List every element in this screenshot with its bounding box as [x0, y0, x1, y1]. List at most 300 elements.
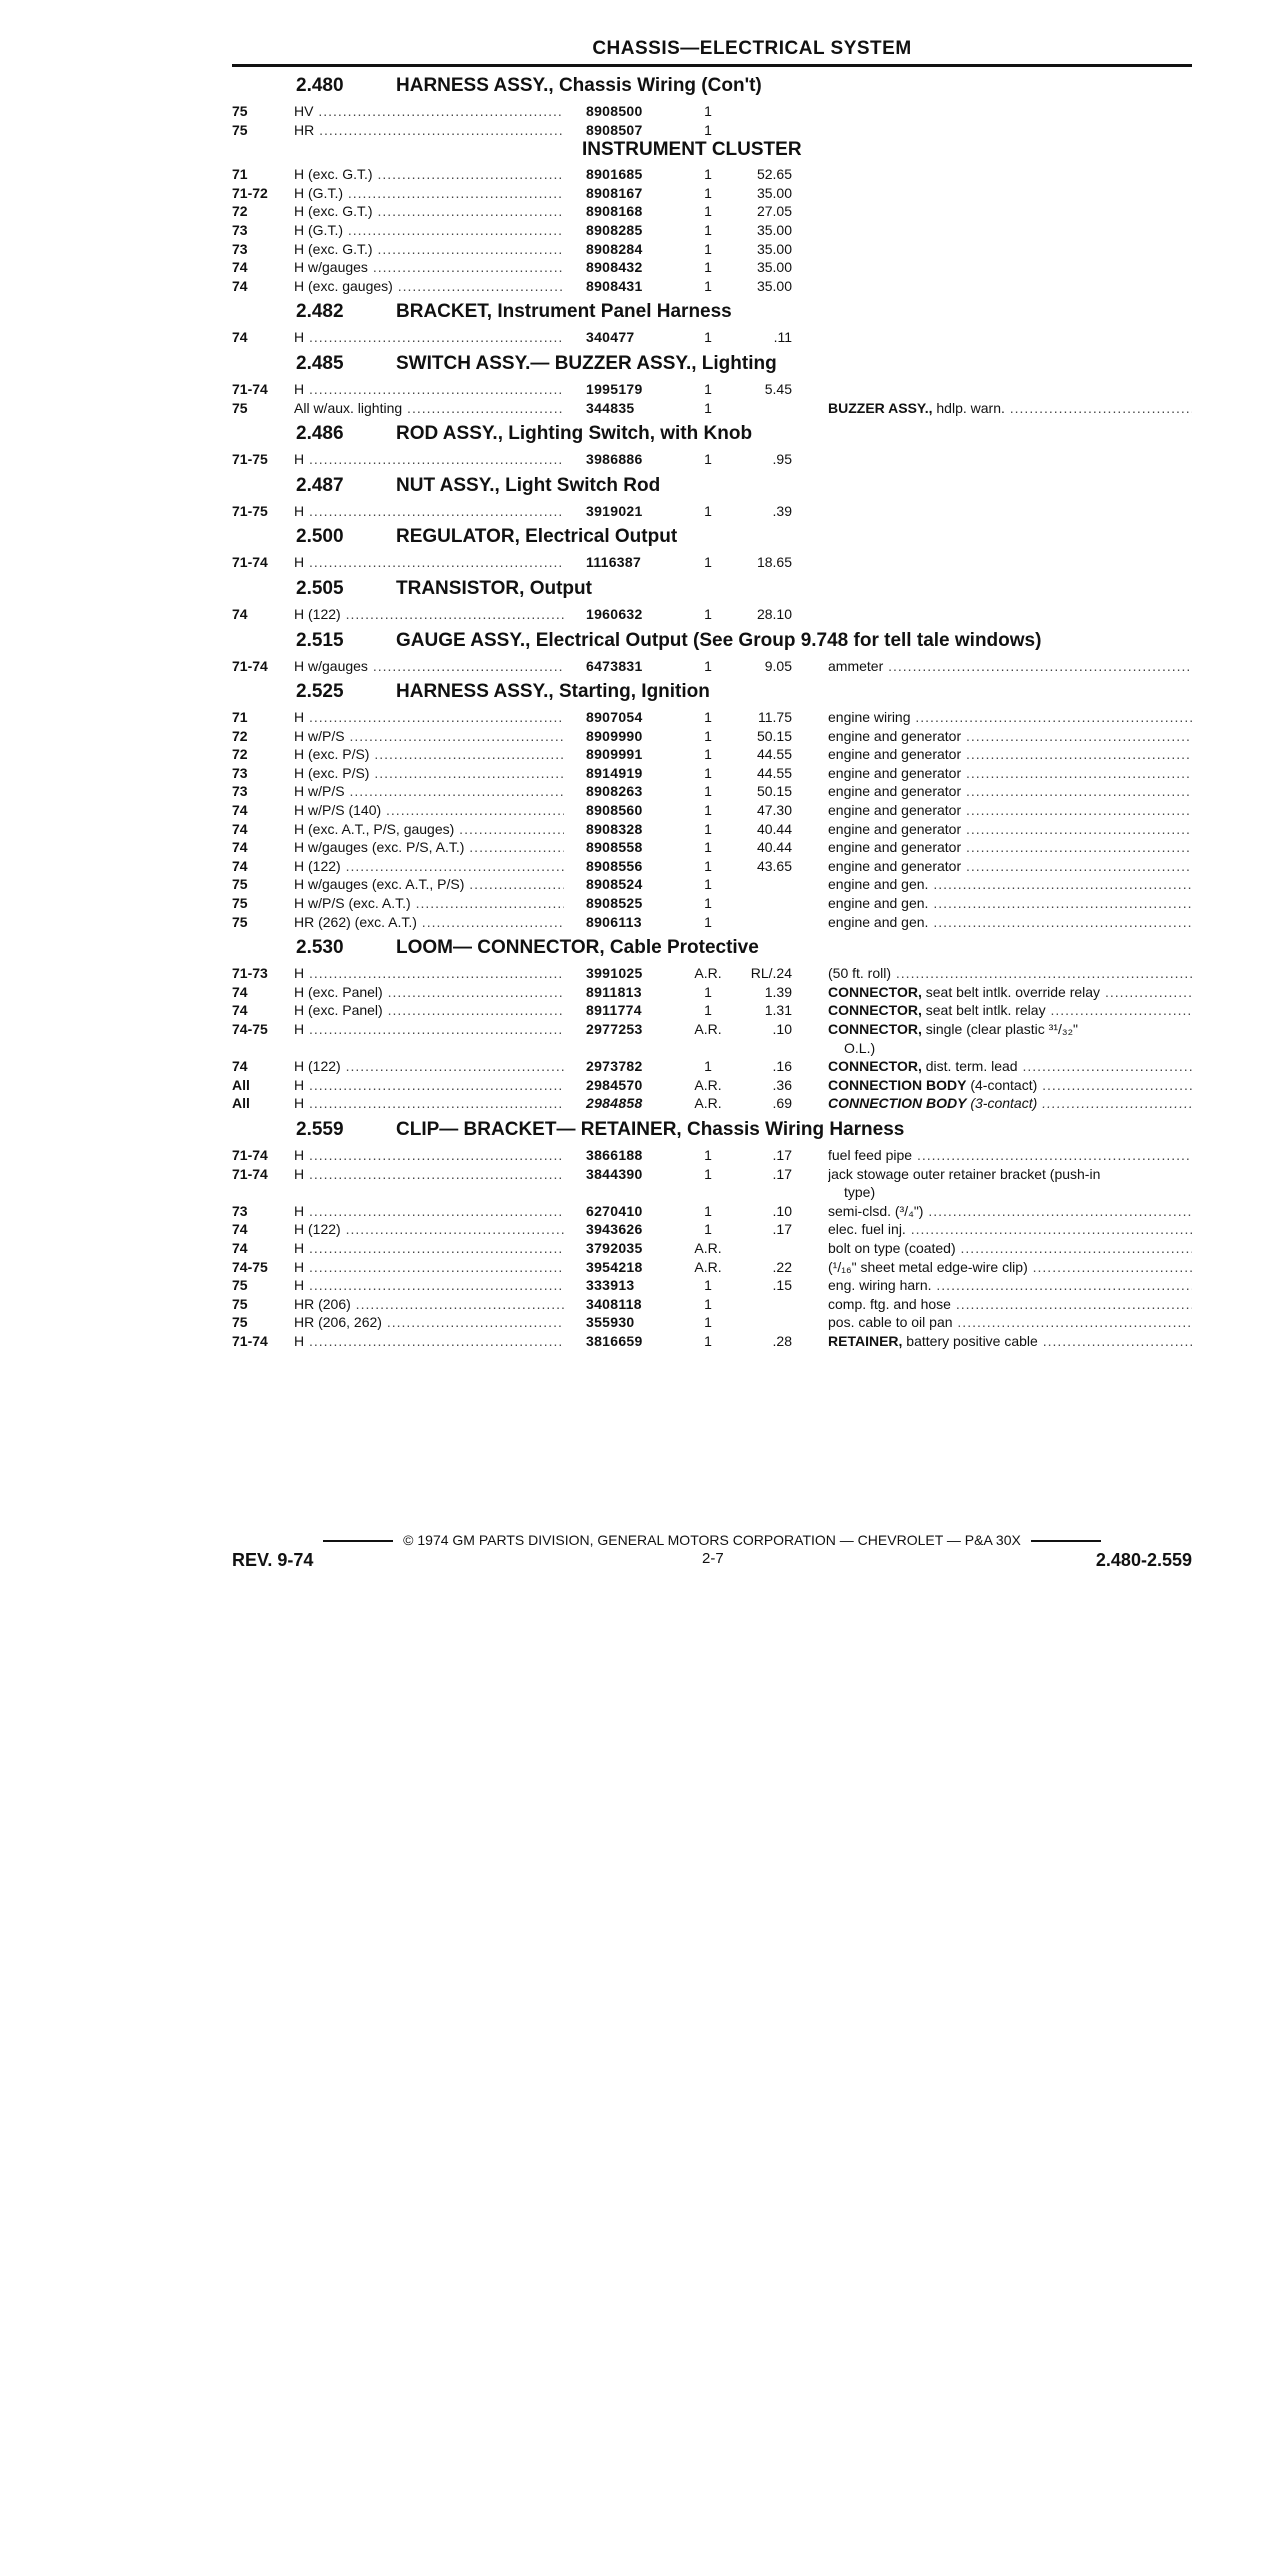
section-heading [232, 475, 1192, 502]
part-note: (50 ft. roll) ..... [828, 964, 1192, 982]
section-heading [232, 937, 1192, 964]
group-title: HARNESS ASSY., Starting, Ignition [396, 681, 710, 703]
part-number: 3943626 [586, 1221, 643, 1238]
price: 35.00 [756, 221, 792, 238]
part-row [232, 221, 1192, 240]
model-years: 71-72 [232, 184, 268, 201]
part-row [232, 1258, 1192, 1277]
part-number: 8908525 [586, 895, 643, 912]
part-note: BUZZER ASSY., hdlp. warn. ..... [828, 399, 1192, 417]
quantity: 1 [704, 1165, 712, 1182]
model-years: 74 [232, 820, 248, 837]
group-title: LOOM— CONNECTOR, Cable Protective [396, 937, 759, 959]
part-row [232, 450, 1192, 469]
part-note: semi-clsd. (³/₄") ..... [828, 1202, 1192, 1220]
quantity: 1 [704, 502, 712, 519]
part-number: 8908558 [586, 839, 643, 856]
price: 40.44 [756, 820, 792, 837]
application: H ..... [294, 502, 564, 520]
part-note: (¹/₁₆" sheet metal edge-wire clip) ..... [828, 1258, 1192, 1276]
application: H (exc. Panel) ..... [294, 983, 564, 1001]
part-number: 2984858 [586, 1095, 643, 1112]
price: .10 [772, 1202, 792, 1219]
group-number: 2.500 [296, 526, 344, 548]
model-years: 71-74 [232, 1146, 268, 1163]
part-note: engine and gen. ..... [828, 894, 1192, 912]
header-rule [232, 64, 1192, 67]
model-years: 74 [232, 1239, 248, 1256]
price: 43.65 [756, 857, 792, 874]
section-range: 2.480-2.559 [1095, 1550, 1192, 1570]
price: 1.31 [764, 1002, 792, 1019]
group-number: 2.487 [296, 474, 344, 496]
price: .16 [772, 1058, 792, 1075]
quantity: A.R. [694, 1076, 722, 1093]
group-title: GAUGE ASSY., Electrical Output (See Group 9.748 for tell tale windows) [396, 629, 1042, 651]
application: H ..... [294, 1332, 564, 1350]
quantity: 1 [704, 605, 712, 622]
part-note: engine and generator ..... [828, 727, 1192, 745]
part-row [232, 258, 1192, 277]
part-number: 2984570 [586, 1076, 643, 1093]
part-number: 8908328 [586, 820, 643, 837]
group-number: 2.485 [296, 352, 344, 374]
price: 35.00 [756, 240, 792, 257]
part-number: 8908263 [586, 783, 643, 800]
part-row [232, 1313, 1192, 1332]
sub-heading [232, 139, 1192, 165]
part-row [232, 1094, 1192, 1113]
application: HV ..... [294, 102, 564, 120]
model-years: 73 [232, 240, 248, 257]
group-title: TRANSISTOR, Output [396, 577, 592, 599]
part-number: 1116387 [586, 554, 642, 571]
part-row [232, 838, 1192, 857]
part-row [232, 328, 1192, 347]
model-years: 75 [232, 1277, 248, 1294]
price: .69 [772, 1095, 792, 1112]
model-years: 75 [232, 913, 248, 930]
part-row [232, 857, 1192, 876]
quantity: 1 [704, 277, 712, 294]
quantity: 1 [704, 240, 712, 257]
part-note: eng. wiring harn. ..... [828, 1276, 1192, 1294]
application: H ..... [294, 1094, 564, 1112]
application: All w/aux. lighting ..... [294, 399, 564, 417]
page-header: CHASSIS—ELECTRICAL SYSTEM [592, 38, 912, 59]
application: H w/gauges ..... [294, 657, 564, 675]
part-number: 6270410 [586, 1202, 643, 1219]
group-title: BRACKET, Instrument Panel Harness [396, 301, 732, 323]
section-heading [232, 526, 1192, 553]
price: .17 [772, 1146, 792, 1163]
model-years: 75 [232, 103, 248, 119]
section-heading [232, 578, 1192, 605]
application: H w/P/S (140) ..... [294, 801, 564, 819]
group-title: ROD ASSY., Lighting Switch, with Knob [396, 423, 753, 445]
quantity: 1 [704, 203, 712, 220]
quantity: 1 [704, 839, 712, 856]
model-years: 73 [232, 1202, 248, 1219]
part-note: engine and gen. ..... [828, 913, 1192, 931]
part-note: type) [844, 1184, 876, 1201]
price: .36 [772, 1076, 792, 1093]
quantity: A.R. [694, 965, 722, 982]
part-note: CONNECTION BODY (3-contact) ..... [828, 1094, 1192, 1112]
part-number: 340477 [586, 329, 635, 346]
quantity: 1 [704, 983, 712, 1000]
application: H (exc. G.T.) ..... [294, 202, 564, 220]
application: H (122) ..... [294, 1220, 564, 1238]
quantity: 1 [704, 1295, 712, 1312]
quantity: 1 [704, 1314, 712, 1331]
page-number: 2-7 [702, 1550, 724, 1567]
price: RL/.24 [750, 965, 792, 982]
model-years: 73 [232, 783, 248, 800]
model-years: 74 [232, 839, 248, 856]
model-years: 71-74 [232, 1165, 268, 1182]
model-years: 71-74 [232, 1332, 268, 1349]
model-years: 71-75 [232, 502, 268, 519]
application: H (exc. P/S) ..... [294, 764, 564, 782]
application: H (G.T.) ..... [294, 184, 564, 202]
part-number: 3954218 [586, 1258, 643, 1275]
quantity: 1 [704, 1146, 712, 1163]
group-title: SWITCH ASSY.— BUZZER ASSY., Lighting [396, 352, 777, 374]
application: H (G.T.) ..... [294, 221, 564, 239]
model-years: 73 [232, 764, 248, 781]
part-number: 1995179 [586, 380, 643, 397]
application: H ..... [294, 1076, 564, 1094]
part-note: engine and generator ..... [828, 764, 1192, 782]
price: 44.55 [756, 764, 792, 781]
part-row [232, 894, 1192, 913]
sub-heading-text: INSTRUMENT CLUSTER [582, 139, 802, 161]
quantity: 1 [704, 727, 712, 744]
part-number: 8908284 [586, 240, 643, 257]
quantity: 1 [704, 329, 712, 346]
part-row [232, 1057, 1192, 1076]
price: .10 [772, 1021, 792, 1037]
quantity: 1 [704, 121, 712, 138]
part-row [232, 1001, 1192, 1020]
section-heading [232, 75, 1192, 102]
quantity: 1 [704, 184, 712, 201]
quantity: 1 [704, 166, 712, 183]
model-years: 74 [232, 857, 248, 874]
part-row [232, 380, 1192, 399]
quantity: 1 [704, 380, 712, 397]
part-number: 3986886 [586, 451, 643, 468]
part-row [232, 782, 1192, 801]
part-number: 8907054 [586, 709, 643, 726]
part-row [232, 1165, 1192, 1184]
part-row [232, 121, 1192, 140]
price: 35.00 [756, 259, 792, 276]
application: HR (206) ..... [294, 1295, 564, 1313]
price: 1.39 [764, 983, 792, 1000]
part-note: ammeter ..... [828, 657, 1192, 675]
quantity: 1 [704, 746, 712, 763]
section-heading [232, 1119, 1192, 1146]
quantity: 1 [704, 913, 712, 930]
part-number: 8908285 [586, 221, 643, 238]
application: HR ..... [294, 121, 564, 139]
part-row [232, 727, 1192, 746]
part-number: 8908556 [586, 857, 643, 874]
part-row [232, 184, 1192, 203]
price: 50.15 [756, 783, 792, 800]
part-note: elec. fuel inj. ..... [828, 1220, 1192, 1238]
application: H (exc. G.T.) ..... [294, 240, 564, 258]
revision-label: REV. 9-74 [232, 1550, 314, 1570]
application: H ..... [294, 553, 564, 571]
part-number: 8909991 [586, 746, 643, 763]
application: H (122) ..... [294, 605, 564, 623]
application: H (exc. A.T., P/S, gauges) ..... [294, 820, 564, 838]
model-years: 72 [232, 746, 248, 763]
part-note: pos. cable to oil pan ..... [828, 1313, 1192, 1331]
part-note: engine and generator ..... [828, 838, 1192, 856]
price: .28 [772, 1332, 792, 1349]
part-note: engine wiring ..... [828, 708, 1192, 726]
application: H w/P/S ..... [294, 727, 564, 745]
part-number: 8908507 [586, 121, 643, 138]
group-number: 2.530 [296, 937, 344, 959]
quantity: 1 [704, 820, 712, 837]
quantity: 1 [704, 554, 712, 571]
price: .17 [772, 1165, 792, 1182]
model-years: 72 [232, 727, 248, 744]
quantity: 1 [704, 399, 712, 416]
application: H w/P/S (exc. A.T.) ..... [294, 894, 564, 912]
model-years: 75 [232, 1295, 248, 1312]
application: H (122) ..... [294, 857, 564, 875]
application: H ..... [294, 1020, 564, 1038]
part-number: 8908560 [586, 802, 643, 819]
price: 5.45 [764, 380, 792, 397]
group-title: NUT ASSY., Light Switch Rod [396, 474, 661, 496]
section-heading [232, 353, 1192, 380]
part-number: 8911774 [586, 1002, 642, 1019]
quantity: 1 [704, 1202, 712, 1219]
price: .11 [773, 329, 792, 346]
part-number: 3792035 [586, 1239, 643, 1256]
part-row [232, 202, 1192, 221]
application: H w/gauges (exc. A.T., P/S) ..... [294, 875, 564, 893]
application: H ..... [294, 1258, 564, 1276]
quantity: 1 [704, 876, 712, 893]
model-years: 71 [232, 709, 248, 726]
quantity: 1 [704, 895, 712, 912]
part-number: 8908500 [586, 103, 643, 119]
group-number: 2.482 [296, 301, 344, 323]
part-row [232, 657, 1192, 676]
part-note: O.L.) [844, 1039, 876, 1056]
quantity: A.R. [694, 1258, 722, 1275]
part-note: RETAINER, battery positive cable ..... [828, 1332, 1192, 1350]
part-number: 3844390 [586, 1165, 643, 1182]
quantity: 1 [704, 1332, 712, 1349]
application: H ..... [294, 964, 564, 982]
part-number: 344835 [586, 399, 635, 416]
group-number: 2.486 [296, 423, 344, 445]
part-row [232, 553, 1192, 572]
part-number: 2977253 [586, 1021, 643, 1037]
part-row [232, 983, 1192, 1002]
model-years: 72 [232, 203, 248, 220]
part-row [232, 708, 1192, 727]
part-row [232, 502, 1192, 521]
quantity: 1 [704, 259, 712, 276]
part-note: engine and generator ..... [828, 801, 1192, 819]
model-years: 75 [232, 1314, 248, 1331]
part-number: 8906113 [586, 913, 642, 930]
part-number: 2973782 [586, 1058, 643, 1075]
part-number: 355930 [586, 1314, 635, 1331]
price: 27.05 [756, 203, 792, 220]
quantity: 1 [704, 783, 712, 800]
part-row [232, 1276, 1192, 1295]
quantity: 1 [704, 857, 712, 874]
part-row [232, 1183, 1192, 1202]
application: H (exc. gauges) ..... [294, 277, 564, 295]
price: 44.55 [756, 746, 792, 763]
quantity: 1 [704, 1002, 712, 1019]
part-row [232, 875, 1192, 894]
parts-list [232, 75, 1192, 1357]
quantity: 1 [704, 1277, 712, 1294]
model-years: 71-75 [232, 451, 268, 468]
part-row [232, 1239, 1192, 1258]
model-years: 74 [232, 1058, 248, 1075]
part-number: 8909990 [586, 727, 643, 744]
application: H ..... [294, 380, 564, 398]
application: H w/gauges ..... [294, 258, 564, 276]
part-row [232, 745, 1192, 764]
part-row [232, 1076, 1192, 1095]
model-years: 74-75 [232, 1021, 268, 1037]
quantity: 1 [704, 221, 712, 238]
model-years: 74 [232, 1002, 248, 1019]
price: .39 [772, 502, 792, 519]
part-row [232, 605, 1192, 624]
part-note: CONNECTOR, dist. term. lead ..... [828, 1057, 1192, 1075]
model-years: 75 [232, 399, 248, 416]
part-note: jack stowage outer retainer bracket (push-in [828, 1165, 1101, 1182]
part-row [232, 801, 1192, 820]
model-years: 74 [232, 802, 248, 819]
part-row [232, 1295, 1192, 1314]
application: HR (262) (exc. A.T.) ..... [294, 913, 564, 931]
price: 11.75 [758, 709, 792, 726]
price: 18.65 [756, 554, 792, 571]
model-years: 71 [232, 166, 248, 183]
quantity: 1 [704, 657, 712, 674]
price: .22 [772, 1258, 792, 1275]
model-years: 71-74 [232, 380, 268, 397]
model-years: 74 [232, 259, 248, 276]
model-years: 74 [232, 983, 248, 1000]
price: 35.00 [756, 184, 792, 201]
part-row [232, 1220, 1192, 1239]
model-years: All [232, 1076, 250, 1093]
model-years: 71-74 [232, 554, 268, 571]
part-number: 3408118 [586, 1295, 642, 1312]
part-row [232, 1020, 1192, 1039]
quantity: A.R. [694, 1095, 722, 1112]
group-title: REGULATOR, Electrical Output [396, 526, 678, 548]
part-row [232, 277, 1192, 296]
part-number: 3816659 [586, 1332, 643, 1349]
quantity: 1 [704, 802, 712, 819]
application: HR (206, 262) ..... [294, 1313, 564, 1331]
model-years: 75 [232, 895, 248, 912]
part-number: 8908431 [586, 277, 643, 294]
page-footer [232, 1532, 1192, 1574]
price: 52.65 [756, 166, 792, 183]
application: H ..... [294, 1202, 564, 1220]
part-number: 1960632 [586, 605, 643, 622]
price: 35.00 [756, 277, 792, 294]
price: 47.30 [756, 802, 792, 819]
model-years: 71-74 [232, 657, 268, 674]
quantity: 1 [704, 451, 712, 468]
catalog-page [232, 38, 1192, 1357]
model-years: 74 [232, 329, 248, 346]
group-title: CLIP— BRACKET— RETAINER, Chassis Wiring Harness [396, 1118, 905, 1140]
part-row [232, 399, 1192, 418]
model-years: 71-73 [232, 965, 268, 982]
model-years: 74 [232, 1221, 248, 1238]
part-note: comp. ftg. and hose ..... [828, 1295, 1192, 1313]
quantity: 1 [704, 764, 712, 781]
part-row [232, 240, 1192, 259]
model-years: All [232, 1095, 250, 1112]
quantity: 1 [704, 103, 712, 119]
part-note: CONNECTION BODY (4-contact) ..... [828, 1076, 1192, 1094]
part-number: 3866188 [586, 1146, 643, 1163]
part-number: 8901685 [586, 166, 643, 183]
part-row [232, 1332, 1192, 1351]
part-row [232, 964, 1192, 983]
part-row [232, 102, 1192, 121]
part-row [232, 1039, 1192, 1058]
part-note: engine and generator ..... [828, 857, 1192, 875]
part-note: engine and gen. ..... [828, 875, 1192, 893]
part-row [232, 165, 1192, 184]
part-row [232, 1202, 1192, 1221]
price: 9.05 [764, 657, 792, 674]
part-number: 8908432 [586, 259, 643, 276]
quantity: A.R. [694, 1021, 722, 1037]
application: H ..... [294, 1146, 564, 1164]
part-note: engine and generator ..... [828, 782, 1192, 800]
application: H (exc. G.T.) ..... [294, 165, 564, 183]
section-heading [232, 630, 1192, 657]
part-row [232, 820, 1192, 839]
model-years: 74 [232, 605, 248, 622]
section-heading [232, 681, 1192, 708]
application: H w/P/S ..... [294, 782, 564, 800]
part-number: 6473831 [586, 657, 643, 674]
part-number: 3919021 [586, 502, 643, 519]
application: H ..... [294, 328, 564, 346]
application: H ..... [294, 1165, 564, 1183]
group-number: 2.480 [296, 75, 344, 96]
price: .15 [772, 1277, 792, 1294]
part-note: engine and generator ..... [828, 820, 1192, 838]
